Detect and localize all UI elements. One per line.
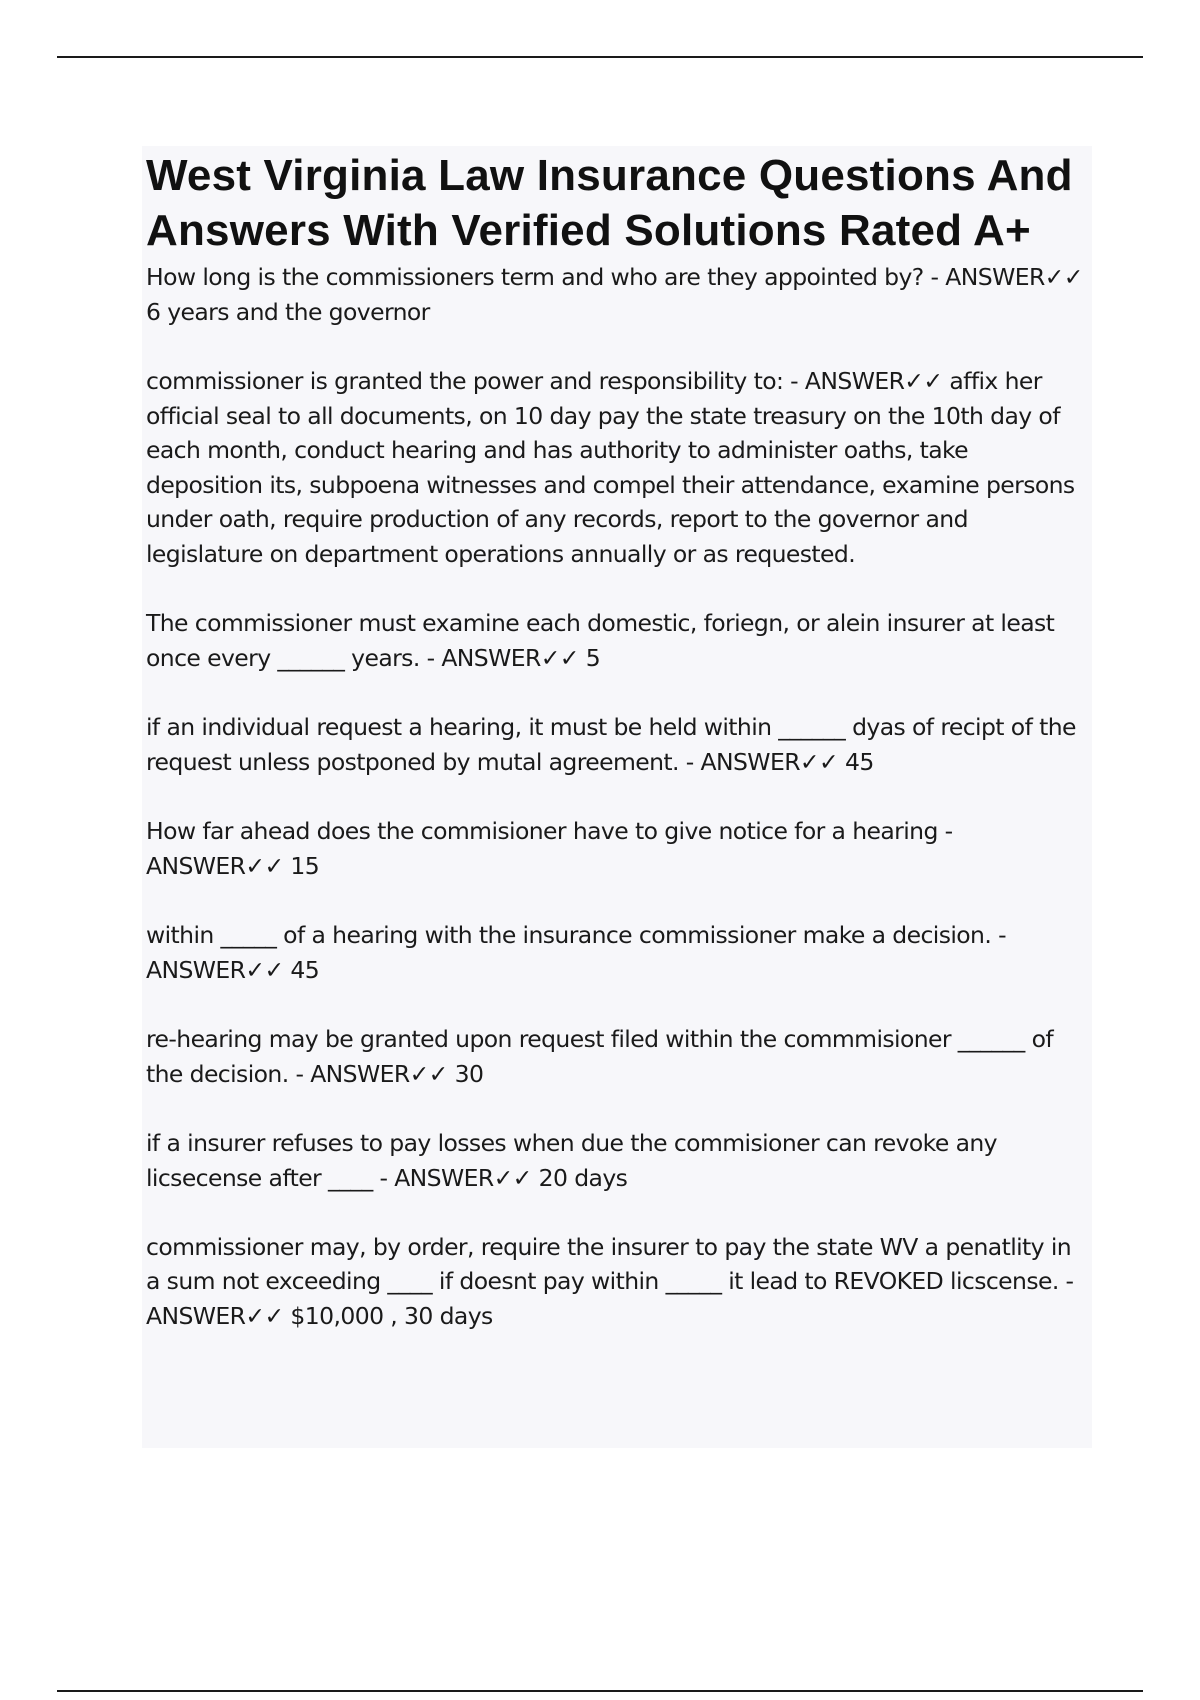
- document-title: West Virginia Law Insurance Questions And Answers With Verified Solutions Rated A+: [146, 151, 1073, 255]
- qa-item: How long is the commissioners term and who are they appointed by? - ANSWER✓✓ 6 years and the governor: [146, 263, 1083, 326]
- document-content: [142, 146, 1092, 1448]
- qa-item: commissioner is granted the power and responsibility to: - ANSWER✓✓ affix her official seal to all documents, on 10 day pay the state treasury on the 10th day of each month, conduct hearing and has authority to administer oaths, take deposition its, subpoena witnesses and compel their attendance, examine persons under oath, require production of any records, report to the governor and legislature on department operations annually or as requested.: [146, 367, 1075, 568]
- top-rule: [57, 56, 1143, 58]
- bottom-rule: [57, 1690, 1143, 1692]
- qa-item: if a insurer refuses to pay losses when due the commisioner can revoke any licsecense after ____ - ANSWER✓✓ 20 days: [146, 1128, 997, 1192]
- qa-item: if an individual request a hearing, it must be held within ______ dyas of recipt of the request unless postponed by mutal agreement. - ANSWER✓✓ 45: [146, 712, 1076, 776]
- qa-item: within _____ of a hearing with the insurance commissioner make a decision. - ANSWER✓✓ 45: [146, 920, 1006, 984]
- qa-item: commissioner may, by order, require the insurer to pay the state WV a penatlity in a sum not exceeding ____ if doesnt pay within _____ it lead to REVOKED licscense. - ANSWER✓✓ $10,000 , 30 days: [146, 1232, 1074, 1330]
- qa-item: The commissioner must examine each domestic, foriegn, or alein insurer at least once every ______ years. - ANSWER✓✓ 5: [146, 608, 1055, 672]
- qa-item: re-hearing may be granted upon request filed within the commmisioner ______ of the decision. - ANSWER✓✓ 30: [146, 1024, 1054, 1088]
- qa-item: How far ahead does the commisioner have to give notice for a hearing - ANSWER✓✓ 15: [146, 816, 953, 880]
